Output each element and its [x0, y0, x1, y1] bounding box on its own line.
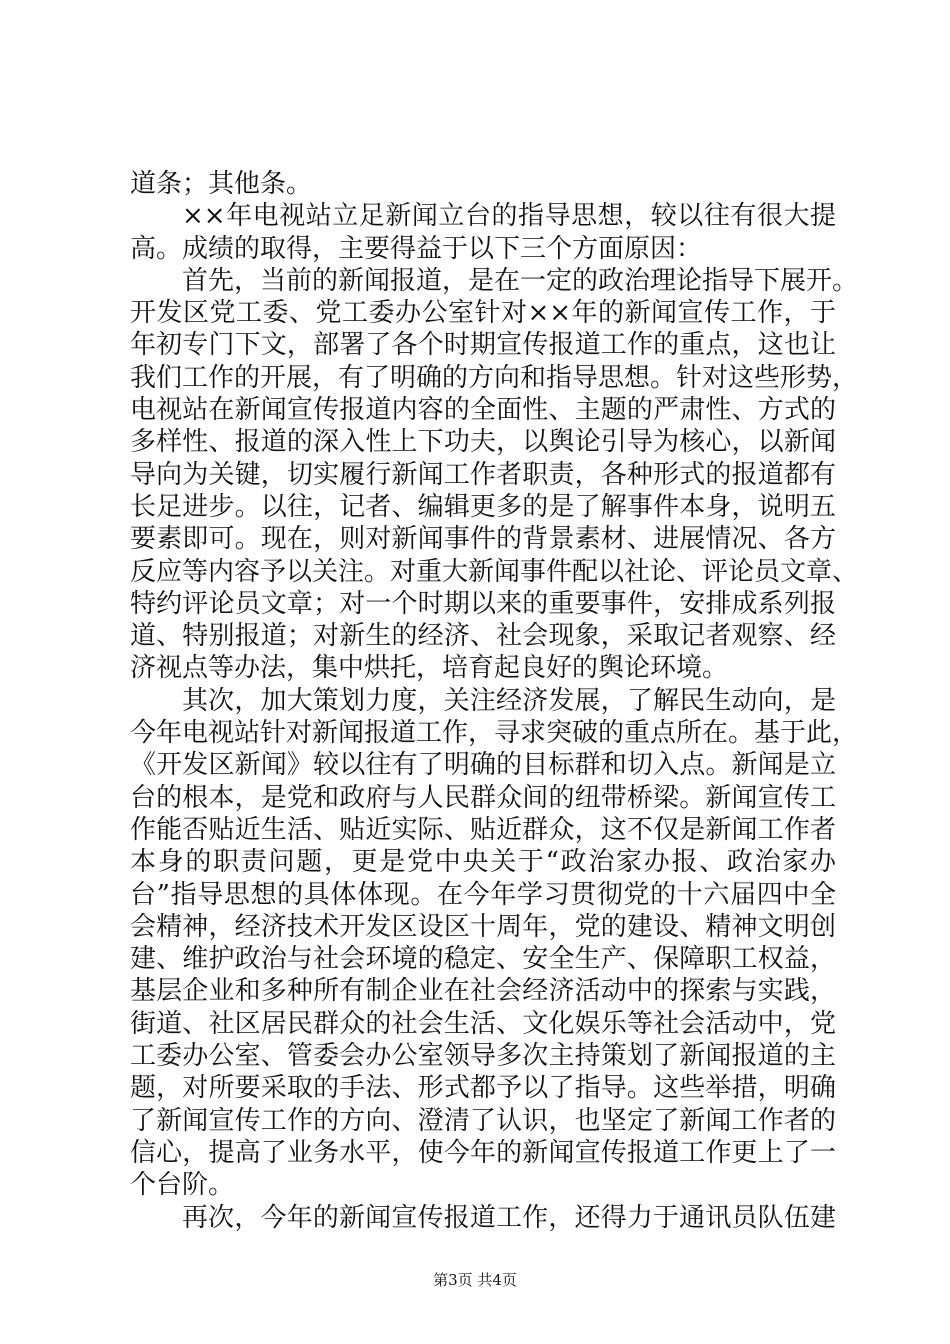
text-line: 反应等内容予以关注。对重大新闻事件配以社论、评论员文章、 — [130, 556, 859, 587]
text-line: 其次，加大策划力度，关注经济发展，了解民生动向，是 — [182, 685, 836, 716]
text-line: 作能否贴近生活、贴近实际、贴近群众，这不仅是新闻工作者 — [130, 814, 836, 845]
text-line: 多样性、报道的深入性上下功夫，以舆论引导为核心，以新闻 — [130, 427, 836, 458]
text-line: 要素即可。现在，则对新闻事件的背景素材、进展情况、各方 — [130, 524, 836, 555]
text-line: 了新闻宣传工作的方向、澄清了认识，也坚定了新闻工作者的 — [130, 1105, 836, 1136]
text-line: 济视点等办法，集中烘托，培育起良好的舆论环境。 — [130, 653, 729, 684]
text-line: 《开发区新闻》较以往有了明确的目标群和切入点。新闻是立 — [130, 750, 836, 781]
text-line: 高。成绩的取得，主要得益于以下三个方面原因： — [130, 233, 703, 264]
text-line: 道条；其他条。 — [130, 169, 313, 199]
text-line: 信心，提高了业务水平，使今年的新闻宣传报道工作更上了一 — [130, 1137, 836, 1168]
text-line: 特约评论员文章；对一个时期以来的重要事件，安排成系列报 — [130, 588, 836, 619]
text-line: 台的根本，是党和政府与人民群众间的纽带桥梁。新闻宣传工 — [130, 782, 836, 813]
text-line: 街道、社区居民群众的社会生活、文化娱乐等社会活动中，党 — [130, 1008, 836, 1039]
text-line: 会精神，经济技术开发区设区十周年，党的建设、精神文明创 — [130, 911, 836, 942]
text-line: 今年电视站针对新闻报道工作，寻求突破的重点所在。基于此， — [130, 718, 859, 749]
text-line: 本身的职责问题，更是党中央关于“政治家办报、政治家办 — [130, 847, 836, 878]
text-line: 题，对所要采取的手法、形式都予以了指导。这些举措，明确 — [130, 1073, 836, 1104]
text-line: 电视站在新闻宣传报道内容的全面性、主题的严肃性、方式的 — [130, 395, 836, 426]
text-line: 首先，当前的新闻报道，是在一定的政治理论指导下展开。 — [182, 265, 859, 296]
text-line: ××年电视站立足新闻立台的指导思想，较以往有很大提 — [182, 201, 836, 232]
text-line: 我们工作的开展，有了明确的方向和指导思想。针对这些形势， — [130, 362, 859, 393]
text-line: 长足进步。以往，记者、编辑更多的是了解事件本身，说明五 — [130, 491, 836, 522]
text-line: 导向为关键，切实履行新闻工作者职责，各种形式的报道都有 — [130, 459, 836, 490]
text-line: 开发区党工委、党工委办公室针对××年的新闻宣传工作，于 — [130, 298, 836, 329]
document-body — [130, 168, 859, 1234]
page-footer: 第3页 共4页 — [433, 1271, 517, 1289]
text-line: 台”指导思想的具体体现。在今年学习贯彻党的十六届四中全 — [130, 879, 836, 910]
text-line: 基层企业和多种所有制企业在社会经济活动中的探索与实践， — [130, 976, 836, 1007]
text-line: 工委办公室、管委会办公室领导多次主持策划了新闻报道的主 — [130, 1041, 836, 1072]
text-line: 建、维护政治与社会环境的稳定、安全生产、保障职工权益， — [130, 944, 836, 975]
text-line: 个台阶。 — [130, 1170, 235, 1201]
text-line: 再次，今年的新闻宣传报道工作，还得力于通讯员队伍建 — [182, 1202, 836, 1233]
text-line: 道、特别报道；对新生的经济、社会现象，采取记者观察、经 — [130, 621, 836, 652]
text-line: 年初专门下文，部署了各个时期宣传报道工作的重点，这也让 — [130, 330, 836, 361]
